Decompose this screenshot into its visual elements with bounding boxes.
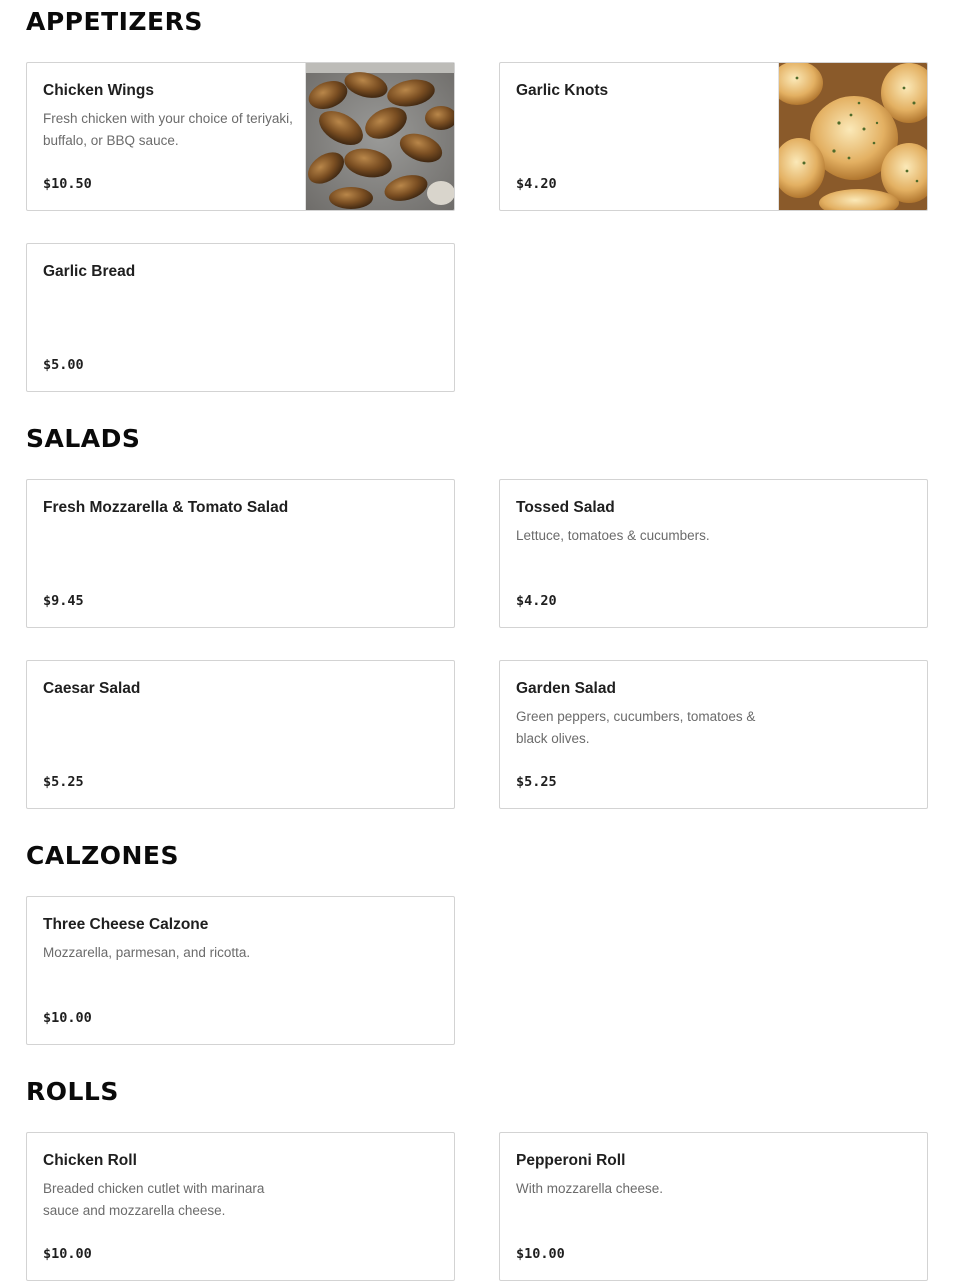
section-title: APPETIZERS [26, 7, 203, 36]
menu-grid [26, 62, 928, 392]
item-name: Chicken Roll [43, 1152, 137, 1169]
item-price: $9.45 [43, 593, 84, 609]
item-description: Lettuce, tomatoes & cucumbers. [516, 528, 710, 543]
item-name: Pepperoni Roll [516, 1152, 626, 1169]
menu-item-card[interactable] [26, 896, 455, 1045]
item-description: Fresh chicken with your choice of teriyaki, buffalo, or BBQ sauce. [43, 111, 293, 148]
item-price: $5.25 [43, 774, 84, 790]
menu-item-card[interactable] [26, 479, 455, 628]
item-name: Tossed Salad [516, 499, 615, 516]
menu-item-card[interactable] [26, 660, 455, 809]
section-rolls [26, 1070, 928, 1281]
item-name: Fresh Mozzarella & Tomato Salad [43, 499, 289, 516]
item-name: Chicken Wings [43, 82, 154, 99]
menu-grid [26, 896, 928, 1045]
item-price: $5.00 [43, 357, 84, 373]
item-description: Mozzarella, parmesan, and ricotta. [43, 945, 251, 960]
menu-item-card[interactable] [26, 1132, 455, 1281]
item-description: Breaded chicken cutlet with marinara sauce and mozzarella cheese. [43, 1181, 265, 1218]
menu-item-card[interactable] [499, 479, 928, 628]
item-price: $4.20 [516, 593, 557, 609]
item-name: Garlic Knots [516, 82, 609, 99]
section-title: ROLLS [26, 1077, 119, 1106]
menu-grid [26, 1132, 928, 1281]
menu [26, 0, 928, 1281]
menu-item-card[interactable] [499, 1132, 928, 1281]
menu-item-card[interactable] [499, 62, 928, 211]
item-description: Green peppers, cucumbers, tomatoes & black olives. [516, 709, 756, 746]
item-price: $10.00 [516, 1246, 565, 1262]
item-price: $10.00 [43, 1010, 92, 1026]
section-title: CALZONES [26, 841, 180, 870]
section-title: SALADS [26, 424, 141, 453]
item-price: $4.20 [516, 176, 557, 192]
section-appetizers [26, 0, 928, 392]
menu-grid [26, 479, 928, 809]
item-price: $10.00 [43, 1246, 92, 1262]
section-calzones [26, 834, 928, 1045]
item-name: Garden Salad [516, 680, 616, 697]
menu-item-card[interactable] [26, 243, 455, 392]
item-description: With mozzarella cheese. [516, 1181, 664, 1196]
section-salads [26, 417, 928, 809]
garlic-knots-photo [778, 63, 927, 210]
item-name: Three Cheese Calzone [43, 916, 209, 933]
menu-item-card[interactable] [499, 660, 928, 809]
item-price: $10.50 [43, 176, 92, 192]
item-name: Caesar Salad [43, 680, 141, 697]
item-name: Garlic Bread [43, 263, 136, 280]
chicken-wings-photo [305, 63, 454, 210]
menu-item-card[interactable] [26, 62, 455, 211]
item-price: $5.25 [516, 774, 557, 790]
